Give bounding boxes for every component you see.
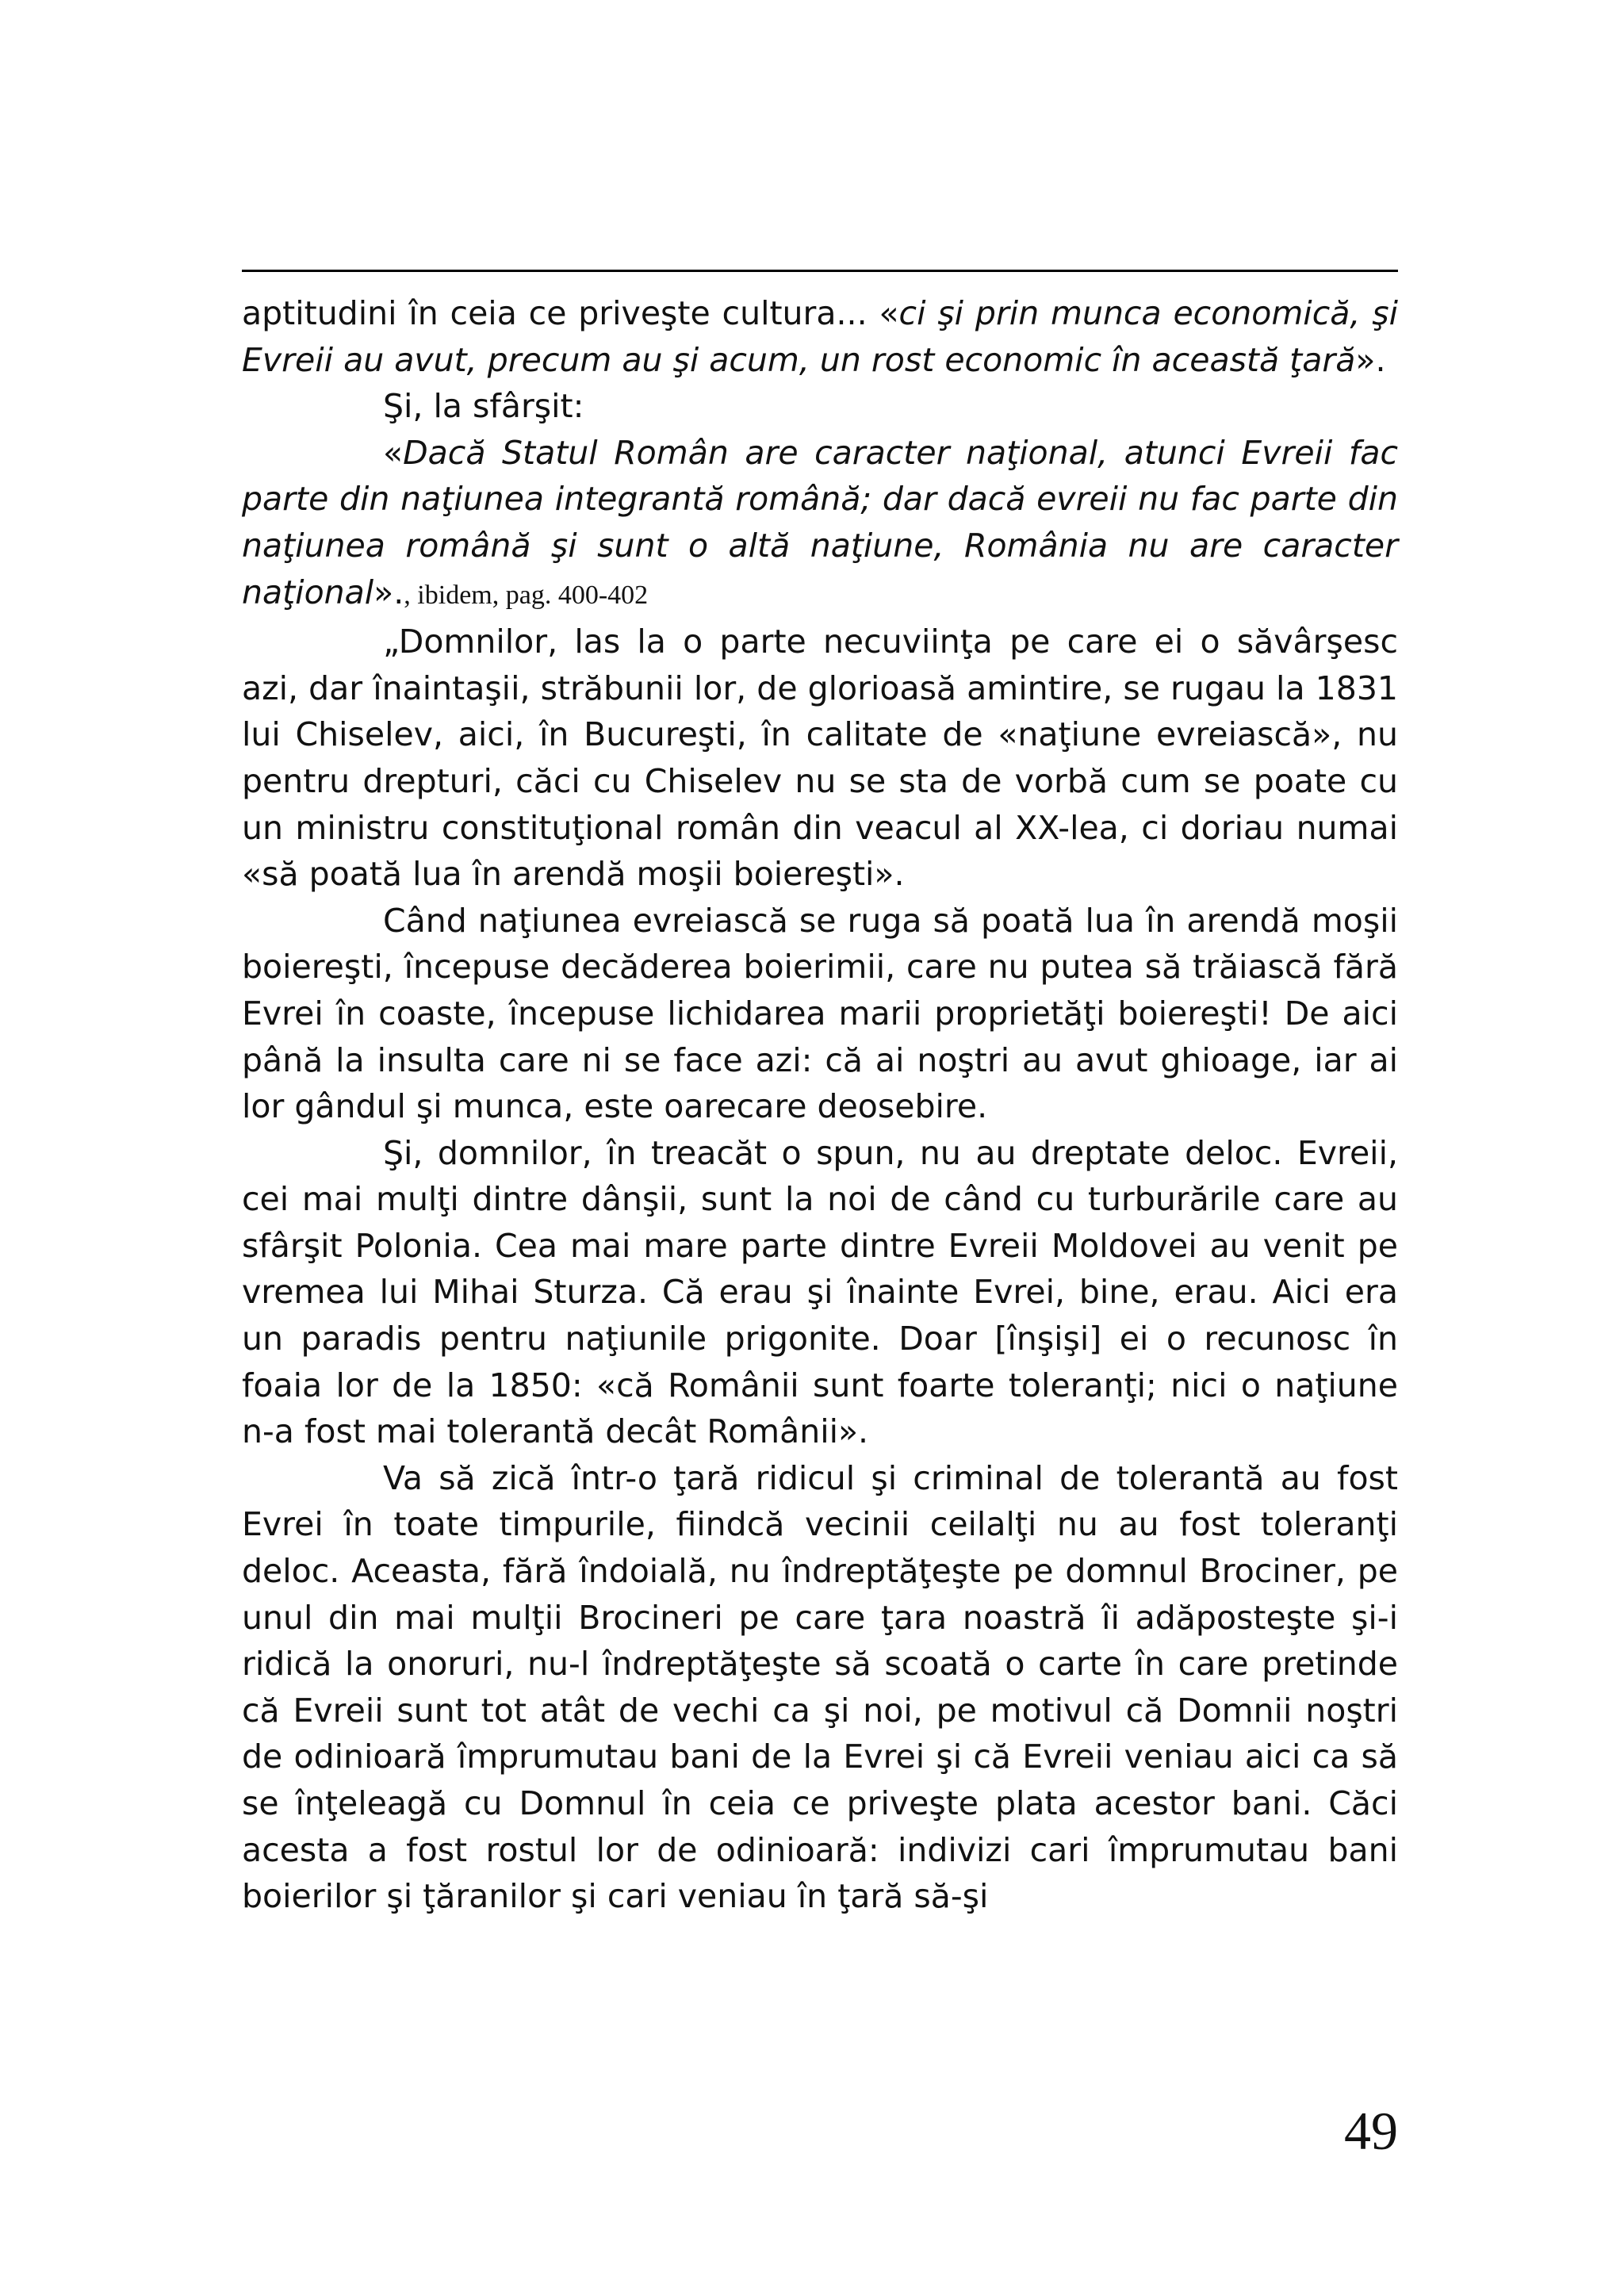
citation: , ibidem, pag. 400-402: [404, 580, 649, 610]
paragraph-7: Va să zică într-o ţară ridicul şi criminal de tolerantă au fost Evrei în toate timpurile, fiindcă vecinii ceilalţi nu au fost toleranţi deloc. Aceasta, fără îndoială, nu îndreptăţeşte pe domnul Brociner, pe unul din mai mulţii Brocineri pe care ţara noastră îi adăposteşte şi-i ridică la onoruri, nu-l îndreptăţeşte să scoată o carte în care pretinde că Evreii sunt tot atât de vechi ca şi noi, pe motivul că Domnii noştri de odinioară împrumutau bani de la Evrei şi că Evreii veniau aici ca să se înţeleagă cu Domnul în ceia ce priveşte plata acestor bani. Căci acesta a fost rostul lor de odinioară: indivizi cari împrumutau bani boierilor şi ţăranilor şi cari veniau în ţară să-şi: [242, 1458, 1398, 1916]
page-number: 49: [1344, 2101, 1398, 2161]
paragraph-3-quote: Dacă Statul Român are caracter naţional, atunci Evreii fac parte din naţiunea integrantă română; dar dacă evreii nu fac parte din naţiunea română şi sunt o altă naţiune, România nu are caracter naţional: [242, 433, 1398, 611]
paragraph-5: Când naţiunea evreiască se ruga să poată lua în arendă moşii boiereşti, începuse decăderea boierimii, care nu putea să trăiască fără Evrei în coaste, începuse lichidarea marii proprietăţi boiereşti! De aici până la insulta care ni se face azi: că ai noştri au avut ghioage, iar ai lor gândul şi munca, este oarecare deosebire.: [242, 901, 1398, 1126]
paragraph-1-quote: ci şi prin munca economică, şi Evreii au avut, precum au şi acum, un rost economic în această ţară: [242, 294, 1398, 379]
paragraph-1-close: ».: [1355, 340, 1386, 379]
body-text: [242, 290, 1398, 1920]
paragraph-3-open: «: [383, 433, 404, 472]
paragraph-2: Şi, la sfârşit:: [383, 387, 584, 426]
paragraph-1-lead: aptitudini în ceia ce priveşte cultura... «: [242, 294, 899, 332]
header-rule: [242, 270, 1398, 272]
paragraph-3-close: ».: [373, 573, 404, 611]
paragraph-3: [242, 430, 1398, 619]
paragraph-1: [242, 290, 1398, 383]
paragraph-6: Şi, domnilor, în treacăt o spun, nu au dreptate deloc. Evreii, cei mai mulţi dintre dânşii, sunt la noi de când cu turburările care au sfârşit Polonia. Cea mai mare parte dintre Evreii Moldovei au venit pe vremea lui Mihai Sturza. Că erau şi înainte Evrei, bine, erau. Aici era un paradis pentru naţiunile prigonite. Doar [înşişi] ei o recunosc în foaia lor de la 1850: «că Românii sunt foarte toleranţi; nici o naţiune n-a fost mai tolerantă decât Românii».: [242, 1133, 1398, 1451]
paragraph-4: „Domnilor, las la o parte necuviinţa pe care ei o săvârşesc azi, dar înaintaşii, străbunii lor, de glorioasă amintire, se rugau la 1831 lui Chiselev, aici, în Bucureşti, în calitate de «naţiune evreiască», nu pentru drepturi, căci cu Chiselev nu se sta de vorbă cum se poate cu un ministru constituţional român din veacul al XX-lea, ci doriau numai «să poată lua în arendă moşii boiereşti».: [242, 623, 1398, 894]
